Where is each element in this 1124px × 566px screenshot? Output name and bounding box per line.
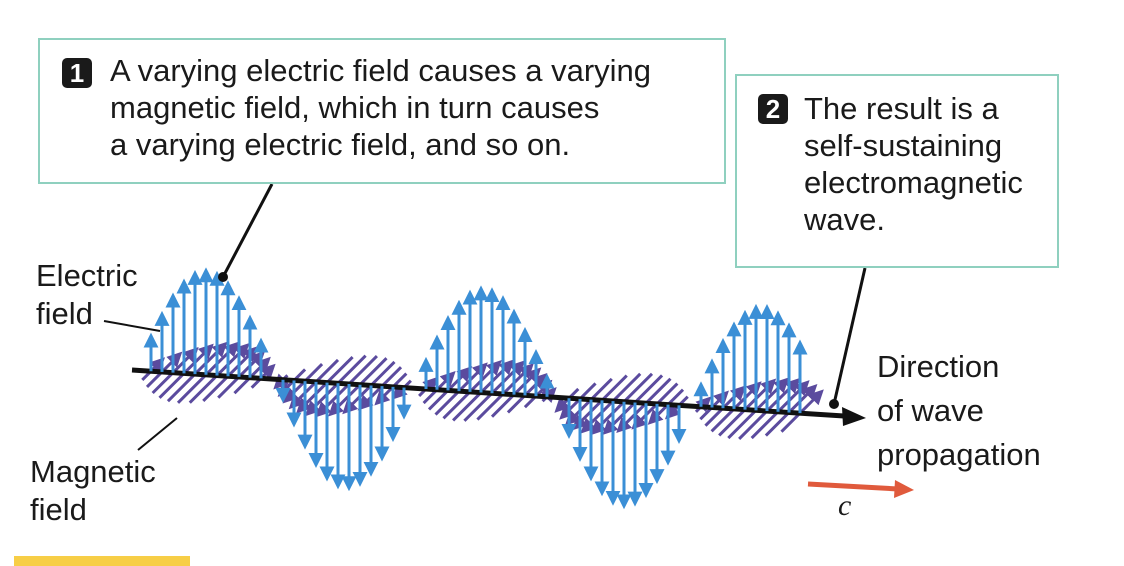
speed-of-light-label: c [838,489,852,522]
accent-bar [14,556,190,566]
callout-text-1 [110,52,651,163]
leader-line-2 [834,268,865,404]
callout-box-2 [735,74,1059,268]
callout-2-line: electromagnetic [804,165,1023,200]
electric-field-label-line: field [36,296,93,331]
magnetic-field-label-line: field [30,492,87,527]
magnetic-field-label [30,453,156,529]
propagation-arrowhead [842,407,866,426]
leader-line-1 [223,184,272,277]
callout-1-line: magnetic field, which in turn causes [110,90,600,125]
speed-arrowhead [894,480,914,498]
callout-number-2: 2 [758,94,788,124]
callout-2-line: The result is a [804,91,999,126]
electric-field-label-line: Electric [36,258,138,293]
electric-field-label [36,257,138,333]
callout-number-1: 1 [62,58,92,88]
leader-dot-1 [218,272,228,282]
speed-arrow [808,484,898,489]
magnetic-field-pointer [138,418,177,450]
direction-label-line: propagation [877,437,1041,472]
callout-1-line: a varying electric field, and so on. [110,127,571,162]
propagation-direction-label [877,345,1041,477]
direction-label-line: of wave [877,393,984,428]
magnetic-field-label-line: Magnetic [30,454,156,489]
callout-box-1 [38,38,726,184]
callout-1-line: A varying electric field causes a varying [110,53,652,88]
callout-2-line: self-sustaining [804,128,1003,163]
callout-2-line: wave. [804,202,885,237]
direction-label-line: Direction [877,349,1000,384]
callout-text-2 [804,90,1023,238]
leader-dot-2 [829,399,839,409]
